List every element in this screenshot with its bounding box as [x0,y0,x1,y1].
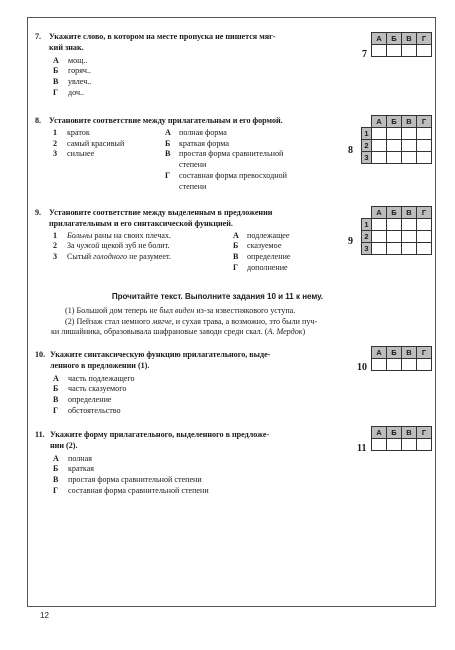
answer-cell[interactable] [402,219,417,231]
answer-cell[interactable] [372,45,387,57]
question-8: 8. Установите соответствие между прилагательным и его формой. 1 краток 2 самый красивый 3 сильнее А полная форма Б краткая форма В простая форма сравнительной степени Г составная форма превосходной степени [35,116,287,191]
answer-cell[interactable] [372,152,387,164]
answer-option[interactable]: В простая форма сравнительной степени [53,475,202,485]
answer-grid-11: А Б В Г [371,426,432,451]
answer-cell[interactable] [402,45,417,57]
answer-cell[interactable] [372,243,387,255]
answer-grid-8: А Б В Г 1 2 3 [361,115,432,164]
question-text: Укажите синтаксическую функцию прилагательного, выде- [50,350,271,359]
answer-cell[interactable] [402,439,417,451]
answer-label: 7 [362,49,367,60]
answer-label: 9 [348,236,353,247]
answer-cell[interactable] [402,140,417,152]
answer-cell[interactable] [417,45,432,57]
answer-cell[interactable] [387,359,402,371]
question-text: прилагательным и его синтаксической функцией. [49,218,233,228]
question-7 [35,32,275,99]
question-number: 7. [35,32,42,41]
answer-cell[interactable] [387,439,402,451]
question-text: Укажите слово, в котором на месте пропуска не пишется мяг- [49,32,276,41]
answer-option[interactable]: В увлеч.. [53,77,92,87]
answer-option[interactable]: Г составная форма сравнительной степени [53,485,209,495]
answer-cell[interactable] [417,219,432,231]
answer-cell[interactable] [372,219,387,231]
question-number: 8. [35,116,42,125]
page-number: 12 [40,611,49,620]
answer-cell[interactable] [417,231,432,243]
question-text: ленного в предложении (1). [50,360,150,370]
answer-option[interactable]: А мощ.. [53,55,88,65]
sentence-2-cont: ки лишайника, образовывала шафрановые заводи среди скал. (А. Мердок) [51,327,306,337]
answer-cell[interactable] [387,219,402,231]
answer-cell[interactable] [417,359,432,371]
question-9: 9. Установите соответствие между выделенным в предложении прилагательным и его синтаксической функцией. 1 Больны раны на своих плечах. 2 За чужой щекой зуб не болит. 3 Сытый голодного не разумеет. А подлежащее Б сказуемое В определение Г дополнение [35,208,291,272]
answer-cell[interactable] [387,45,402,57]
answer-option[interactable]: Б горяч.. [53,66,92,76]
answer-option[interactable]: В определение [53,395,112,405]
answer-label: 11 [357,443,367,454]
question-11 [35,430,269,497]
answer-cell[interactable] [417,439,432,451]
answer-cell[interactable] [372,128,387,140]
question-number: 10. [35,350,46,359]
answer-option[interactable]: Г обстоятельство [53,405,121,415]
answer-cell[interactable] [402,359,417,371]
answer-option[interactable]: А полная [53,453,92,463]
answer-cell[interactable] [387,128,402,140]
answer-cell[interactable] [387,140,402,152]
answer-cell[interactable] [387,243,402,255]
question-text: Укажите форму прилагательного, выделенного в предложе- [50,430,270,439]
answer-cell[interactable] [402,243,417,255]
question-number: 9. [35,208,42,217]
answer-cell[interactable] [417,152,432,164]
answer-cell[interactable] [387,231,402,243]
answer-cell[interactable] [402,231,417,243]
answer-option[interactable]: Г доч.. [53,87,85,97]
answer-cell[interactable] [417,140,432,152]
answer-cell[interactable] [372,359,387,371]
answer-grid-10: А Б В Г [371,346,432,371]
answer-label: 8 [348,145,353,156]
answer-cell[interactable] [372,140,387,152]
question-10 [35,350,270,417]
answer-cell[interactable] [372,439,387,451]
sentence-1: (1) Большой дом теперь не был виден из-за известнякового уступа. [65,305,296,315]
question-text: кий знак. [49,42,84,52]
answer-cell[interactable] [387,152,402,164]
answer-option[interactable]: А часть подлежащего [53,373,135,383]
sentence-2: (2) Пейзаж стал немного мягче, и сухая трава, а возможно, это были пуч- [65,316,318,326]
question-text: Установите соответствие между прилагательным и его формой. [49,116,283,125]
answer-cell[interactable] [372,231,387,243]
question-number: 11. [35,430,45,439]
reading-passage [35,292,400,338]
answer-grid-9: А Б В Г 1 2 3 [361,206,432,255]
question-text: нии (2). [50,440,78,450]
question-text: Установите соответствие между выделенным в предложении [49,208,273,217]
answer-cell[interactable] [417,128,432,140]
answer-cell[interactable] [402,152,417,164]
reading-title: Прочитайте текст. Выполните задания 10 и 11 к нему. [111,292,324,301]
answer-label: 10 [357,362,367,373]
answer-cell[interactable] [402,128,417,140]
answer-option[interactable]: Б часть сказуемого [53,384,127,394]
answer-grid-7: А Б В Г [371,32,432,57]
answer-option[interactable]: Б краткая [53,464,95,474]
answer-cell[interactable] [417,243,432,255]
